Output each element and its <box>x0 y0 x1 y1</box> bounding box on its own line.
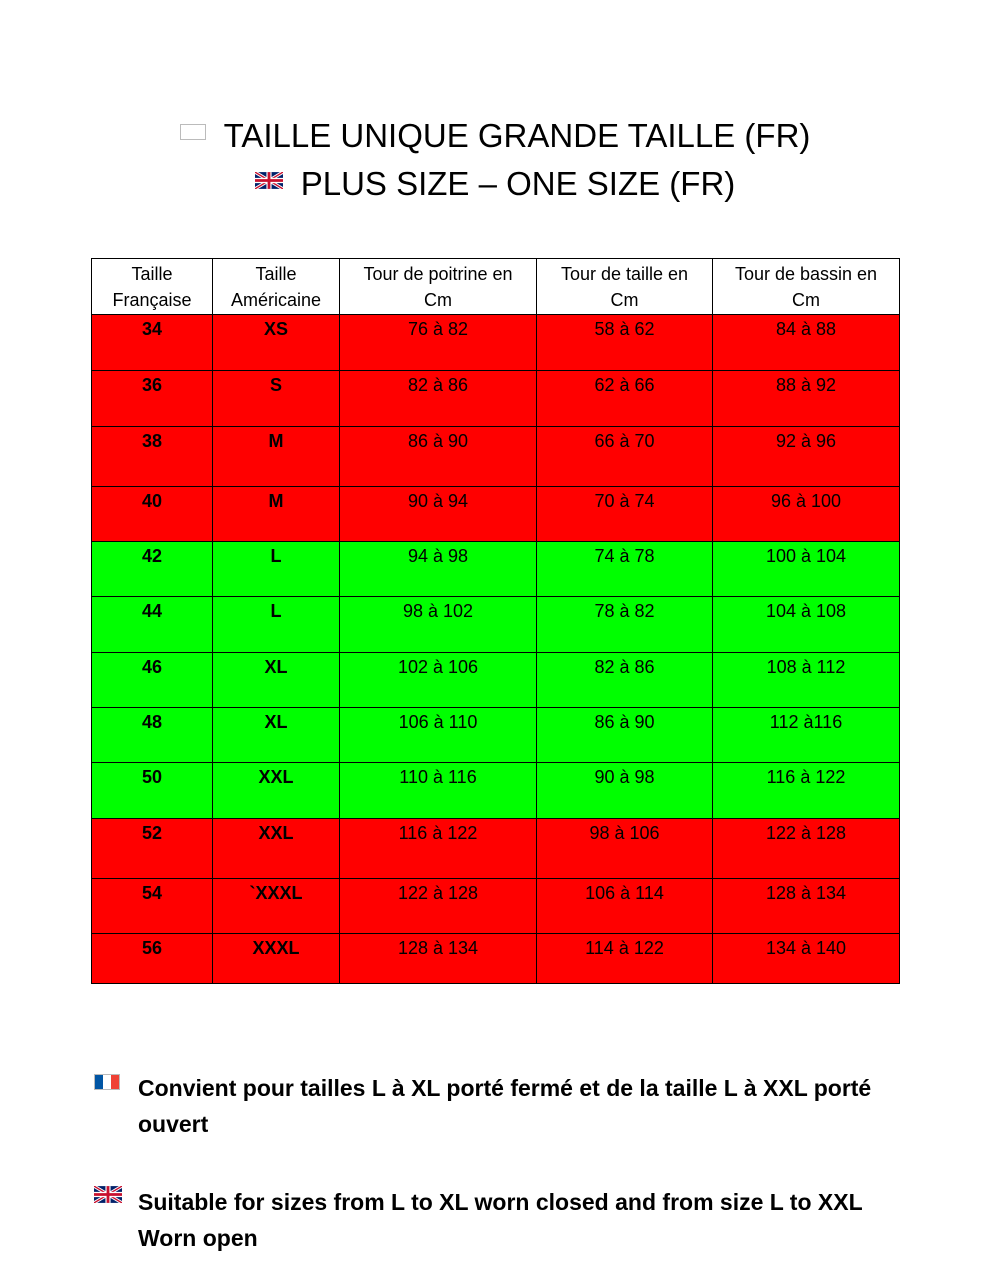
table-row <box>92 653 900 708</box>
cell-hip: 128 à 134 <box>713 879 900 934</box>
cell-hip: 134 à 140 <box>713 934 900 984</box>
cell-fr-size: 54 <box>92 879 213 934</box>
table-row <box>92 879 900 934</box>
table-header-row <box>92 259 900 315</box>
cell-waist: 62 à 66 <box>537 371 713 427</box>
title-fr <box>0 116 990 156</box>
header-taille-americaine: Taille Américaine <box>213 259 340 315</box>
cell-us-size: S <box>213 371 340 427</box>
cell-waist: 86 à 90 <box>537 708 713 763</box>
cell-waist: 66 à 70 <box>537 427 713 487</box>
cell-us-size: XL <box>213 708 340 763</box>
header-tour-bassin: Tour de bassin en Cm <box>713 259 900 315</box>
cell-us-size: M <box>213 487 340 542</box>
cell-waist: 106 à 114 <box>537 879 713 934</box>
cell-waist: 114 à 122 <box>537 934 713 984</box>
cell-us-size: L <box>213 542 340 597</box>
uk-flag-icon <box>94 1186 122 1203</box>
table-row <box>92 934 900 984</box>
table-row <box>92 597 900 653</box>
cell-chest: 128 à 134 <box>340 934 537 984</box>
title-en-text: PLUS SIZE – ONE SIZE (FR) <box>300 165 736 202</box>
uk-flag-icon <box>255 172 283 189</box>
cell-hip: 92 à 96 <box>713 427 900 487</box>
cell-chest: 76 à 82 <box>340 315 537 371</box>
header-tour-taille: Tour de taille en Cm <box>537 259 713 315</box>
table-row <box>92 427 900 487</box>
cell-waist: 58 à 62 <box>537 315 713 371</box>
size-table <box>91 258 900 984</box>
france-flag-icon <box>94 1074 120 1090</box>
header-tour-poitrine: Tour de poitrine en Cm <box>340 259 537 315</box>
cell-waist: 98 à 106 <box>537 819 713 879</box>
table-row <box>92 487 900 542</box>
cell-chest: 110 à 116 <box>340 763 537 819</box>
cell-waist: 90 à 98 <box>537 763 713 819</box>
cell-fr-size: 38 <box>92 427 213 487</box>
note-en: Suitable for sizes from L to XL worn closed and from size L to XXL Worn open <box>138 1189 863 1251</box>
cell-fr-size: 40 <box>92 487 213 542</box>
cell-fr-size: 52 <box>92 819 213 879</box>
header-taille-francaise: Taille Française <box>92 259 213 315</box>
france-flag-icon <box>180 124 206 140</box>
cell-hip: 104 à 108 <box>713 597 900 653</box>
cell-fr-size: 48 <box>92 708 213 763</box>
cell-fr-size: 34 <box>92 315 213 371</box>
cell-chest: 82 à 86 <box>340 371 537 427</box>
cell-hip: 96 à 100 <box>713 487 900 542</box>
cell-hip: 84 à 88 <box>713 315 900 371</box>
cell-hip: 100 à 104 <box>713 542 900 597</box>
cell-hip: 88 à 92 <box>713 371 900 427</box>
cell-us-size: XXL <box>213 763 340 819</box>
cell-chest: 94 à 98 <box>340 542 537 597</box>
table-row <box>92 542 900 597</box>
cell-fr-size: 56 <box>92 934 213 984</box>
cell-waist: 74 à 78 <box>537 542 713 597</box>
cell-us-size: XXXL <box>213 934 340 984</box>
cell-hip: 116 à 122 <box>713 763 900 819</box>
cell-fr-size: 42 <box>92 542 213 597</box>
cell-us-size: `XXXL <box>213 879 340 934</box>
cell-waist: 82 à 86 <box>537 653 713 708</box>
cell-waist: 70 à 74 <box>537 487 713 542</box>
table-row <box>92 763 900 819</box>
cell-chest: 116 à 122 <box>340 819 537 879</box>
cell-fr-size: 36 <box>92 371 213 427</box>
cell-chest: 122 à 128 <box>340 879 537 934</box>
cell-chest: 106 à 110 <box>340 708 537 763</box>
cell-hip: 108 à 112 <box>713 653 900 708</box>
cell-chest: 102 à 106 <box>340 653 537 708</box>
cell-us-size: XL <box>213 653 340 708</box>
cell-chest: 86 à 90 <box>340 427 537 487</box>
title-en <box>0 164 990 204</box>
cell-fr-size: 44 <box>92 597 213 653</box>
cell-us-size: XS <box>213 315 340 371</box>
title-fr-text: TAILLE UNIQUE GRANDE TAILLE (FR) <box>223 117 811 154</box>
cell-us-size: XXL <box>213 819 340 879</box>
table-row <box>92 819 900 879</box>
cell-us-size: L <box>213 597 340 653</box>
cell-fr-size: 46 <box>92 653 213 708</box>
cell-us-size: M <box>213 427 340 487</box>
cell-chest: 90 à 94 <box>340 487 537 542</box>
table-row <box>92 708 900 763</box>
note-fr: Convient pour tailles L à XL porté fermé et de la taille L à XXL porté ouvert <box>138 1075 872 1137</box>
table-row <box>92 371 900 427</box>
cell-fr-size: 50 <box>92 763 213 819</box>
table-row <box>92 315 900 371</box>
cell-hip: 112 à116 <box>713 708 900 763</box>
cell-hip: 122 à 128 <box>713 819 900 879</box>
cell-chest: 98 à 102 <box>340 597 537 653</box>
cell-waist: 78 à 82 <box>537 597 713 653</box>
